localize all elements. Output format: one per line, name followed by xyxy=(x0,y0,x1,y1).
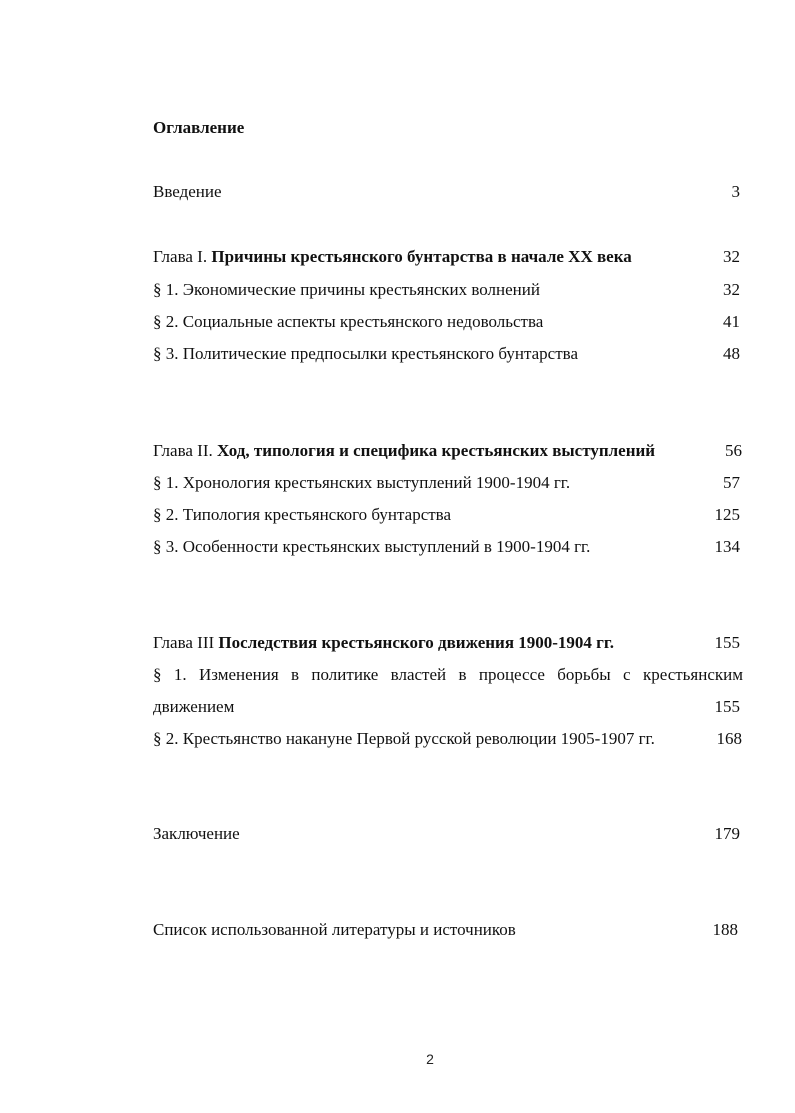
toc-entry-intro[interactable] xyxy=(153,180,740,204)
toc-chapter-2[interactable] xyxy=(153,439,742,463)
toc-entry-label: Введение xyxy=(153,182,222,201)
toc-section-3-1-line1[interactable] xyxy=(153,663,743,687)
toc-section-2-1[interactable] xyxy=(153,471,740,495)
toc-entry-label: движением xyxy=(153,697,235,716)
toc-entry-label: § 2. Социальные аспекты крестьянского недовольства xyxy=(153,312,544,331)
toc-entry-label: § 1. Хронология крестьянских выступлений 1900-1904 гг. xyxy=(153,473,571,492)
chapter-title: Последствия крестьянского движения 1900-1904 гг. xyxy=(218,633,614,652)
chapter-prefix: Глава II. xyxy=(153,441,217,460)
toc-chapter-3[interactable] xyxy=(153,631,740,655)
chapter-title: Ход, типология и специфика крестьянских выступлений xyxy=(217,441,656,460)
toc-entry-page: 125 xyxy=(714,505,740,524)
chapter-heading xyxy=(153,631,614,655)
toc-entry-label: § 3. Особенности крестьянских выступлений в 1900-1904 гг. xyxy=(153,537,591,556)
toc-entry-page: 3 xyxy=(731,182,740,201)
toc-section-3-2[interactable] xyxy=(153,727,742,751)
toc-entry-page: 155 xyxy=(714,633,740,652)
chapter-prefix: Глава III xyxy=(153,633,219,652)
toc-entry-page: 41 xyxy=(723,312,740,331)
toc-entry-page: 32 xyxy=(723,280,740,299)
toc-entry-page: 134 xyxy=(714,537,740,556)
toc-entry-label: Заключение xyxy=(153,824,240,843)
toc-chapter-1[interactable] xyxy=(153,245,740,269)
toc-entry-conclusion[interactable] xyxy=(153,822,740,846)
toc-entry-label: § 1. Экономические причины крестьянских волнений xyxy=(153,280,540,299)
chapter-heading xyxy=(153,439,655,463)
toc-section-1-2[interactable] xyxy=(153,310,740,334)
toc-section-2-2[interactable] xyxy=(153,503,740,527)
toc-entry-label: § 1. Изменения в политике властей в процессе борьбы с крестьянским xyxy=(153,665,743,684)
toc-entry-page: 155 xyxy=(714,697,740,716)
toc-section-1-3[interactable] xyxy=(153,342,740,366)
toc-entry-label: Список использованной литературы и источников xyxy=(153,920,516,939)
toc-entry-page: 56 xyxy=(725,441,742,460)
toc-entry-page: 32 xyxy=(723,247,740,266)
toc-entry-page: 48 xyxy=(723,344,740,363)
toc-entry-page: 168 xyxy=(716,729,742,748)
toc-section-1-1[interactable] xyxy=(153,278,740,302)
chapter-title: Причины крестьянского бунтарства в начале XX века xyxy=(211,247,632,266)
chapter-prefix: Глава I. xyxy=(153,247,212,266)
page-number: 2 xyxy=(426,1051,434,1067)
toc-entry-page: 188 xyxy=(712,920,738,939)
toc-entry-page: 57 xyxy=(723,473,740,492)
toc-entry-label: § 2. Крестьянство накануне Первой русской революции 1905-1907 гг. xyxy=(153,729,655,748)
toc-entry-label: § 3. Политические предпосылки крестьянского бунтарства xyxy=(153,344,578,363)
toc-section-2-3[interactable] xyxy=(153,535,740,559)
toc-section-3-1-line2[interactable] xyxy=(153,695,740,719)
toc-entry-page: 179 xyxy=(714,824,740,843)
chapter-heading xyxy=(153,245,632,269)
toc-title: Оглавление xyxy=(153,118,245,137)
toc-entry-label: § 2. Типология крестьянского бунтарства xyxy=(153,505,452,524)
toc-entry-bibliography[interactable] xyxy=(153,918,738,942)
